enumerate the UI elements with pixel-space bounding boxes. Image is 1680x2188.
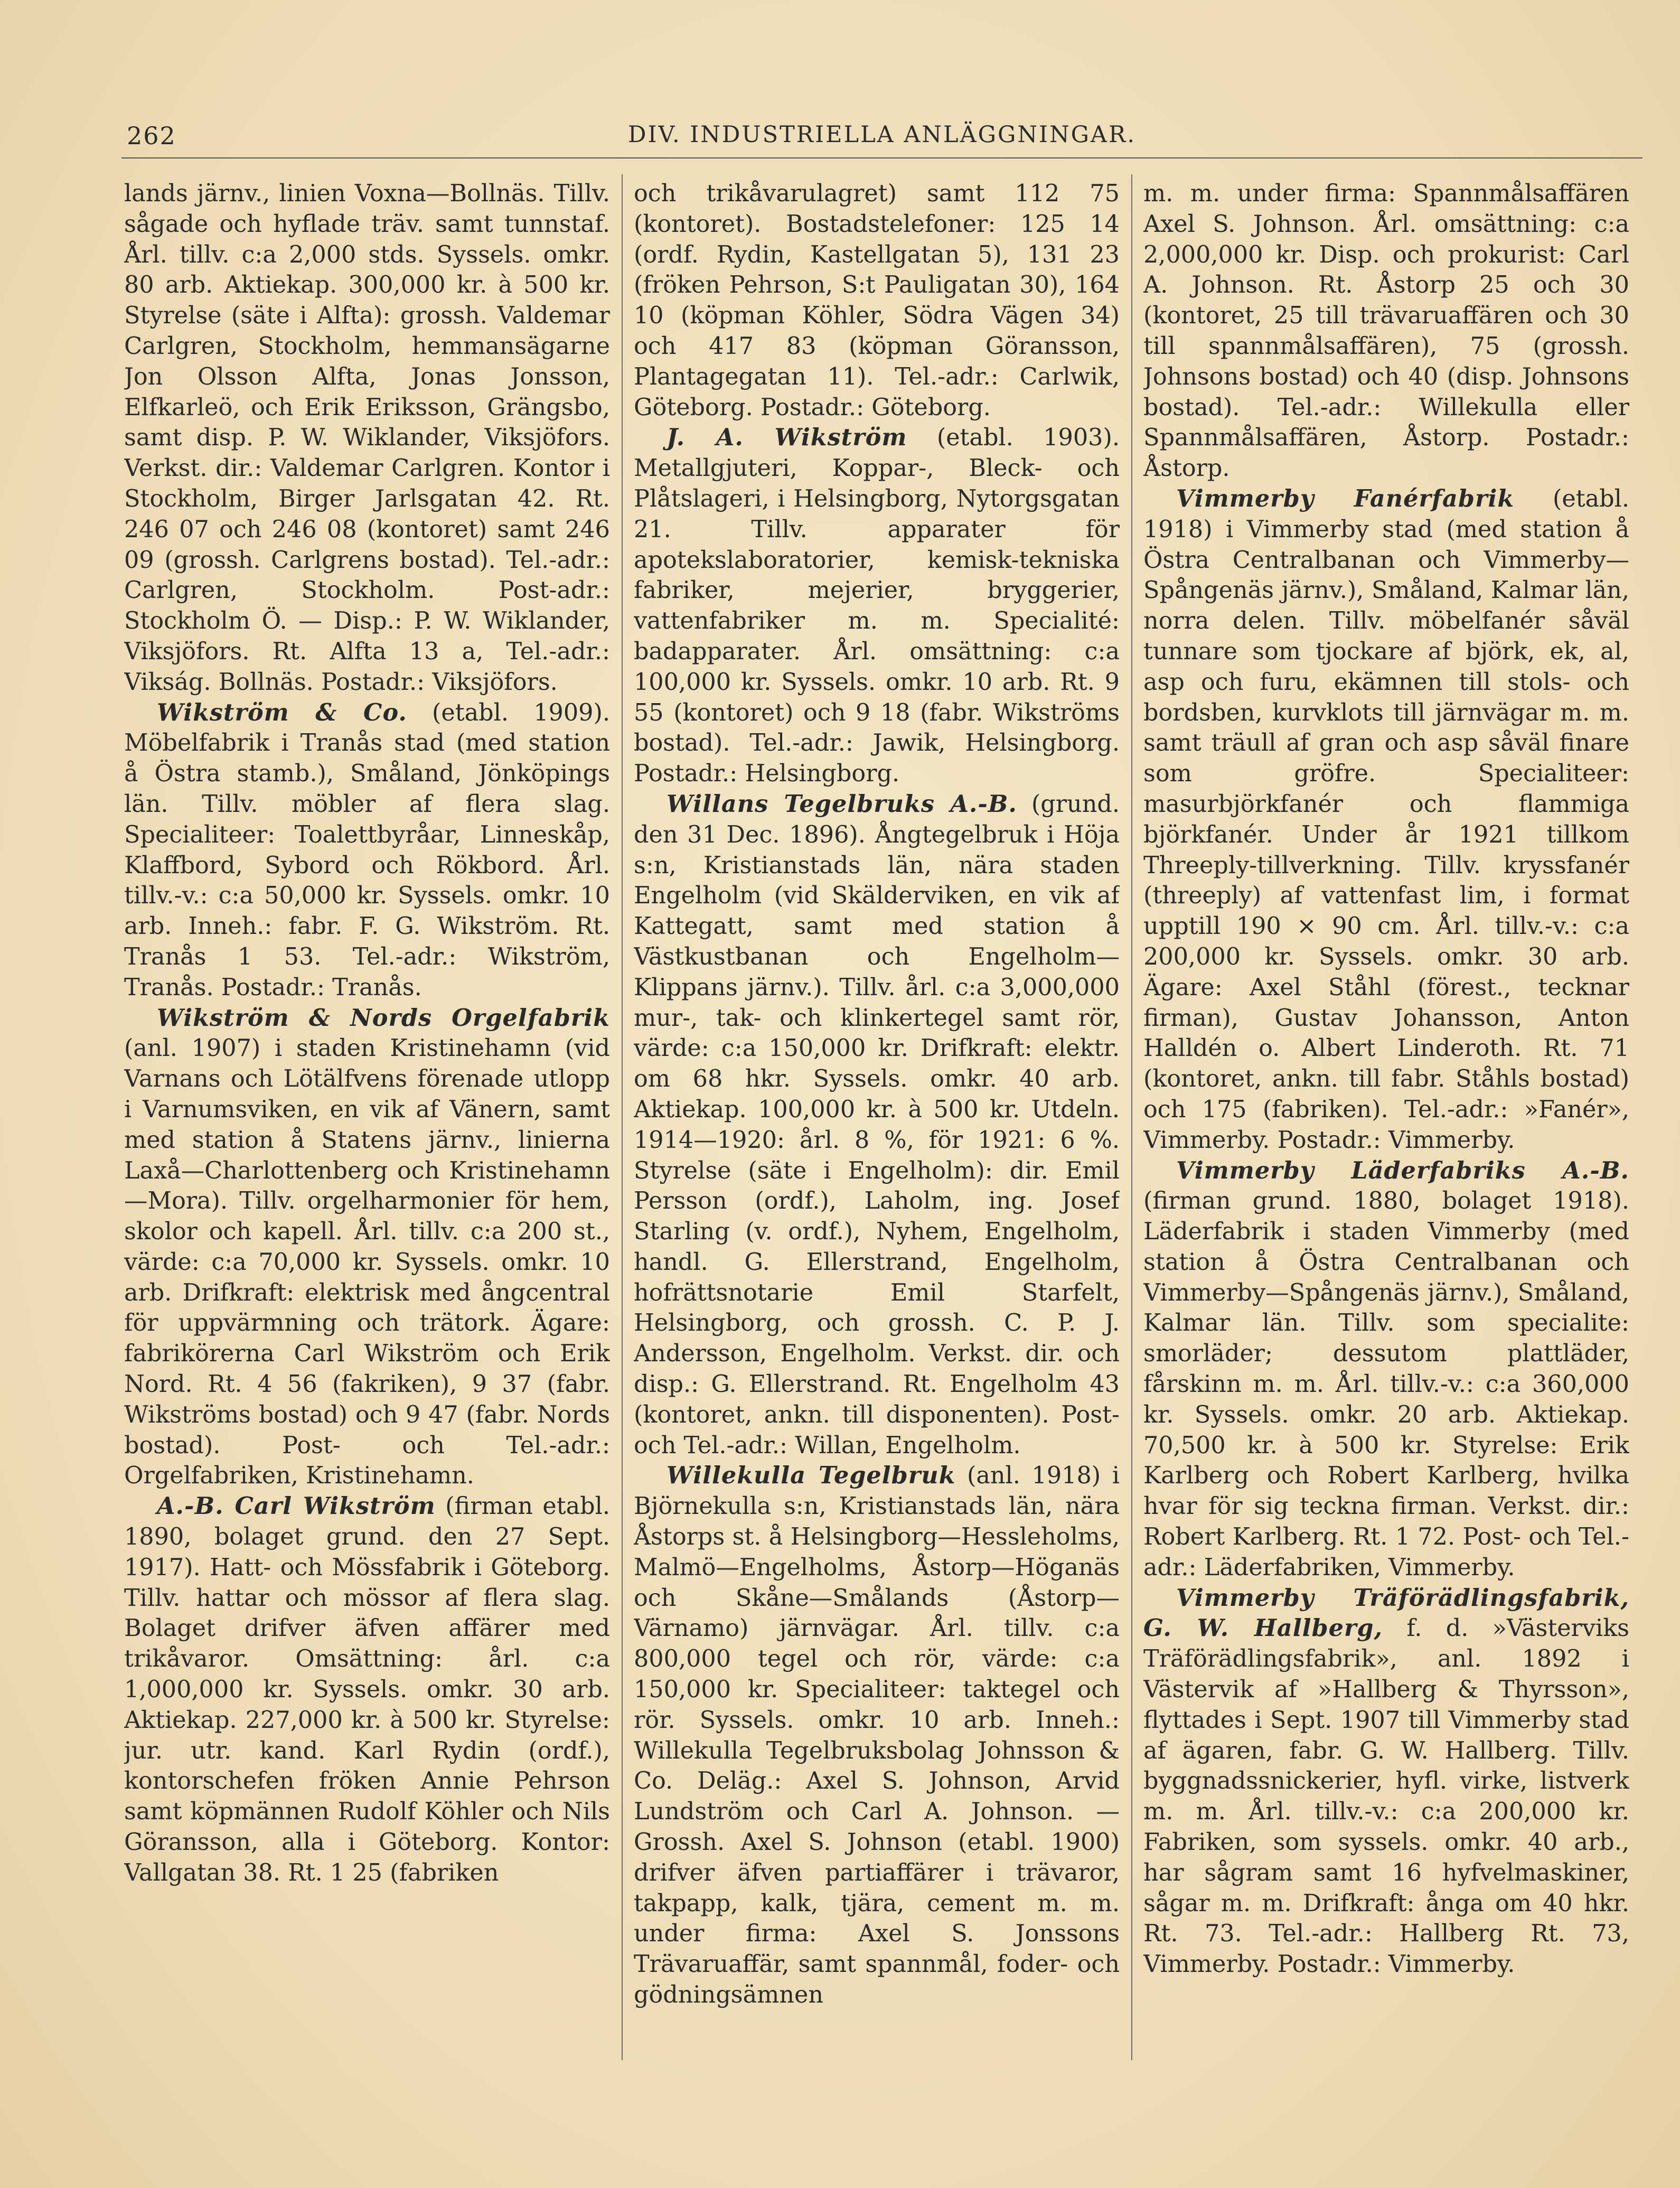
entry-text: (firman grund. 1880, bolaget 1918). Läderfabrik i staden Vimmerby (med station å Östra Centralbanan och Vimmerby—Spångenäs järnv.), Småland, Kalmar län. Tillv. som specialite: smorläder; dessutom plattläder, fårskinn m. m. Årl. tillv.-v.: c:a 360,000 kr. Syssels. omkr. 20 arb. Aktiekap. 70,500 kr. à 500 kr. Styrelse: Erik Karlberg och Robert Karlberg, hvilka hvar för sig teckna firman. Verkst. dir.: Robert Karlberg. Rt. 1 72. Post- och Tel.-adr.: Läderfabriken, Vimmerby. [1143, 1187, 1629, 1581]
entry-text: (grund. den 31 Dec. 1896). Ångtegelbruk i Höja s:n, Kristianstads län, nära staden Engelholm (vid Skälderviken, en vik af Kattegatt, samt med station å Västkustbanan och Engelholm—Klippans järnv.). Tillv. årl. c:a 3,000,000 mur-, tak- och klinkertegel samt rör, värde: c:a 150,000 kr. Drifkraft: elektr. om 68 hkr. Syssels. omkr. 40 arb. Aktiekap. 100,000 kr. à 500 kr. Utdeln. 1914—1920: årl. 8 %, för 1921: 6 %. Styrelse (säte i Engelholm): dir. Emil Persson (ordf.), Laholm, ing. Josef Starling (v. ordf.), Nyhem, Engelholm, handl. G. Ellerstrand, Engelholm, hofrättsnotarie Emil Starfelt, Helsingborg, och grossh. C. P. J. Andersson, Engelholm. Verkst. dir. och disp.: G. Ellerstrand. Rt. Engelholm 43 (kontoret, ankn. till disponenten). Post- och Tel.-adr.: Willan, Engelholm. [634, 790, 1120, 1459]
firm-name: A.-B. Carl Wikström [157, 1492, 436, 1520]
directory-entry [1143, 1583, 1629, 1980]
firm-name: Wikström & Nords Orgelfabrik [157, 1004, 610, 1032]
column-divider [1131, 174, 1132, 2060]
firm-name: Vimmerby Läderfabriks A.-B. [1176, 1156, 1629, 1184]
entry-text: (etabl. 1918) i Vimmerby stad (med station å Östra Centralbanan och Vimmerby—Spångenäs järnv.), Småland, Kalmar län, norra delen. Tillv. möbelfanér såväl tunnare som tjockare af björk, ek, al, asp och furu, ekämnen till stols- och bordsben, kurvklots till järnvägar m. m. samt träull af gran och asp såväl finare som gröfre. Specialiteer: masurbjörkfanér och flammiga björkfanér. Under år 1921 tillkom Threeply-tillverkning. Tillv. kryssfanér (threeply) af vattenfast lim, i format upptill 190 × 90 cm. Årl. tillv.-v.: c:a 200,000 kr. Syssels. omkr. 30 arb. Ägare: Axel Ståhl (förest., tecknar firman), Gustav Johansson, Anton Halldén o. Albert Linderoth. Rt. 71 (kontoret, ankn. till fabr. Ståhls bostad) och 175 (fabriken). Tel.-adr.: »Fanér», Vimmerby. Postadr.: Vimmerby. [1143, 485, 1629, 1154]
firm-name: Willans Tegelbruks A.-B. [667, 790, 1017, 818]
directory-entry [124, 1003, 610, 1492]
firm-name: Vimmerby Fanérfabrik [1176, 484, 1515, 512]
directory-entry [124, 1491, 610, 1888]
firm-name: Wikström & Co. [157, 698, 407, 726]
directory-entry [634, 789, 1120, 1461]
page-header [121, 117, 1643, 154]
entry-text: (anl. 1907) i staden Kristinehamn (vid Varnans och Lötälfvens förenade utlopp i Varnumsviken, en vik af Vänern, samt med station å Statens järnv., linierna Laxå—Charlottenberg och Kristinehamn—Mora). Tillv. orgelharmonier för hem, skolor och kapell. Årl. tillv. c:a 200 st., värde: c:a 70,000 kr. Syssels. omkr. 10 arb. Drifkraft: elektrisk med ångcentral för uppvärmning och trätork. Ägare: fabrikörerna Carl Wikström och Erik Nord. Rt. 4 56 (fakriken), 9 37 (fabr. Wikströms bostad) och 9 47 (fabr. Nords bostad). Post- och Tel.-adr.: Orgelfabriken, Kristinehamn. [124, 1035, 610, 1490]
entry-text: och trikåvarulagret) samt 112 75 (kontoret). Bostadstelefoner: 125 14 (ordf. Rydin, Kastellgatan 5), 131 23 (fröken Pehrson, S:t Pauligatan 30), 164 10 (köpman Köhler, Södra Vägen 34) och 417 83 (köpman Göransson, Plantagegatan 11). Tel.-adr.: Carlwik, Göteborg. Postadr.: Göteborg. [634, 180, 1120, 421]
directory-entry [1143, 1156, 1629, 1583]
entry-text: (firman etabl. 1890, bolaget grund. den 27 Sept. 1917). Hatt- och Mössfabrik i Göteborg. Tillv. hattar och mössor af flera slag. Bolaget drifver äfven affärer med trikåvaror. Omsättning: årl. c:a 1,000,000 kr. Syssels. omkr. 30 arb. Aktiekap. 227,000 kr. à 500 kr. Styrelse: jur. utr. kand. Karl Rydin (ordf.), kontorschefen fröken Annie Pehrson samt köpmännen Rudolf Köhler och Nils Göransson, alla i Göteborg. Kontor: Vallgatan 38. Rt. 1 25 (fabriken [124, 1493, 610, 1886]
running-title: DIV. INDUSTRIELLA ANLÄGGNINGAR. [627, 121, 1137, 148]
page-number: 262 [127, 121, 176, 150]
directory-entry [634, 423, 1120, 789]
entry-text: (anl. 1918) i Björnekulla s:n, Kristianstads län, nära Åstorps st. å Helsingborg—Hessleholms, Malmö—Engelholms, Åstorp—Höganäs och Skåne—Smålands (Åstorp—Värnamo) järnvägar. Årl. tillv. c:a 800,000 tegel och rör, värde: c:a 150,000 kr. Specialiteer: taktegel och rör. Syssels. omkr. 10 arb. Inneh.: Willekulla Tegelbruksbolag Johnsson & Co. Deläg.: Axel S. Johnson, Arvid Lundström och Carl A. Johnson. — Grossh. Axel S. Johnson (etabl. 1900) drifver äfven partiaffärer i trävaror, takpapp, kalk, tjära, cement m. m. under firma: Axel S. Jonssons Trävaruaffär, samt spannmål, foder- och gödningsämnen [634, 1462, 1120, 2009]
entry-text: (etabl. 1909). Möbelfabrik i Tranås stad (med station å Östra stamb.), Småland, Jönköpings län. Tillv. möbler af flera slag. Specialiteer: Toalettbyråar, Linneskåp, Klaffbord, Sybord och Rökbord. Årl. tillv.-v.: c:a 50,000 kr. Syssels. omkr. 10 arb. Inneh.: fabr. F. G. Wikström. Rt. Tranås 1 53. Tel.-adr.: Wikström, Tranås. Postadr.: Tranås. [124, 699, 610, 1001]
text-column-2 [634, 179, 1120, 2059]
text-column-3 [1143, 179, 1629, 2059]
entry-text: (etabl. 1903). Metallgjuteri, Koppar-, Bleck- och Plåtslageri, i Helsingborg, Nytorgsgatan 21. Tillv. apparater för apotekslaboratorier, kemisk-tekniska fabriker, mejerier, bryggerier, vattenfabriker m. m. Specialité: badapparater. Årl. omsättning: c:a 100,000 kr. Syssels. omkr. 10 arb. Rt. 9 55 (kontoret) och 9 18 (fabr. Wikströms bostad). Tel.-adr.: Jawik, Helsingborg. Postadr.: Helsingborg. [634, 424, 1120, 788]
directory-entry [634, 1461, 1120, 2010]
directory-entry [1143, 484, 1629, 1156]
firm-name: Vimmerby Träförädlingsfabrik, G. W. Hallberg, [1143, 1584, 1629, 1642]
entry-text: m. m. under firma: Spannmålsaffären Axel S. Johnson. Årl. omsättning: c:a 2,000,000 kr. Disp. och prokurist: Carl A. Johnson. Rt. Åstorp 25 och 30 (kontoret, 25 till trävaruaffären och 30 till spannmålsaffären), 75 (grossh. Johnsons bostad) och 40 (disp. Johnsons bostad). Tel.-adr.: Willekulla eller Spannmålsaffären, Åstorp. Postadr.: Åstorp. [1143, 180, 1629, 482]
directory-entry [1143, 179, 1629, 484]
entry-text: lands järnv., linien Voxna—Bollnäs. Tillv. sågade och hyflade träv. samt tunnstaf. Årl. tillv. c:a 2,000 stds. Syssels. omkr. 80 arb. Aktiekap. 300,000 kr. à 500 kr. Styrelse (säte i Alfta): grossh. Valdemar Carlgren, Stockholm, hemmansägarne Jon Olsson Alfta, Jonas Jonsson, Elfkarleö, och Erik Eriksson, Grängsbo, samt disp. P. W. Wiklander, Viksjöfors. Verkst. dir.: Valdemar Carlgren. Kontor i Stockholm, Birger Jarlsgatan 42. Rt. 246 07 och 246 08 (kontoret) samt 246 09 (grossh. Carlgrens bostad). Tel.-adr.: Carlgren, Stockholm. Post-adr.: Stockholm Ö. — Disp.: P. W. Wiklander, Viksjöfors. Rt. Alfta 13 a, Tel.-adr.: Vikság. Bollnäs. Postadr.: Viksjöfors. [124, 180, 610, 696]
column-divider [622, 174, 623, 2060]
directory-entry [124, 179, 610, 698]
directory-entry [124, 698, 610, 1003]
text-column-1 [124, 179, 610, 2059]
firm-name: Willekulla Tegelbruk [667, 1462, 956, 1490]
firm-name: J. A. Wikström [667, 424, 907, 452]
directory-entry [634, 179, 1120, 423]
entry-text: f. d. »Västerviks Träförädlingsfabrik», anl. 1892 i Västervik af »Hallberg & Thyrsson», flyttades i Sept. 1907 till Vimmerby stad af ägaren, fabr. G. W. Hallberg. Tillv. byggnadssnickerier, hyfl. virke, listverk m. m. Årl. tillv.-v.: c:a 200,000 kr. Fabriken, som syssels. omkr. 40 arb., har sågram samt 16 hyfvelmaskiner, sågar m. m. Drifkraft: ånga om 40 hkr. Rt. 73. Tel.-adr.: Hallberg Rt. 73, Vimmerby. Postadr.: Vimmerby. [1143, 1615, 1629, 1978]
header-rule [121, 157, 1643, 158]
